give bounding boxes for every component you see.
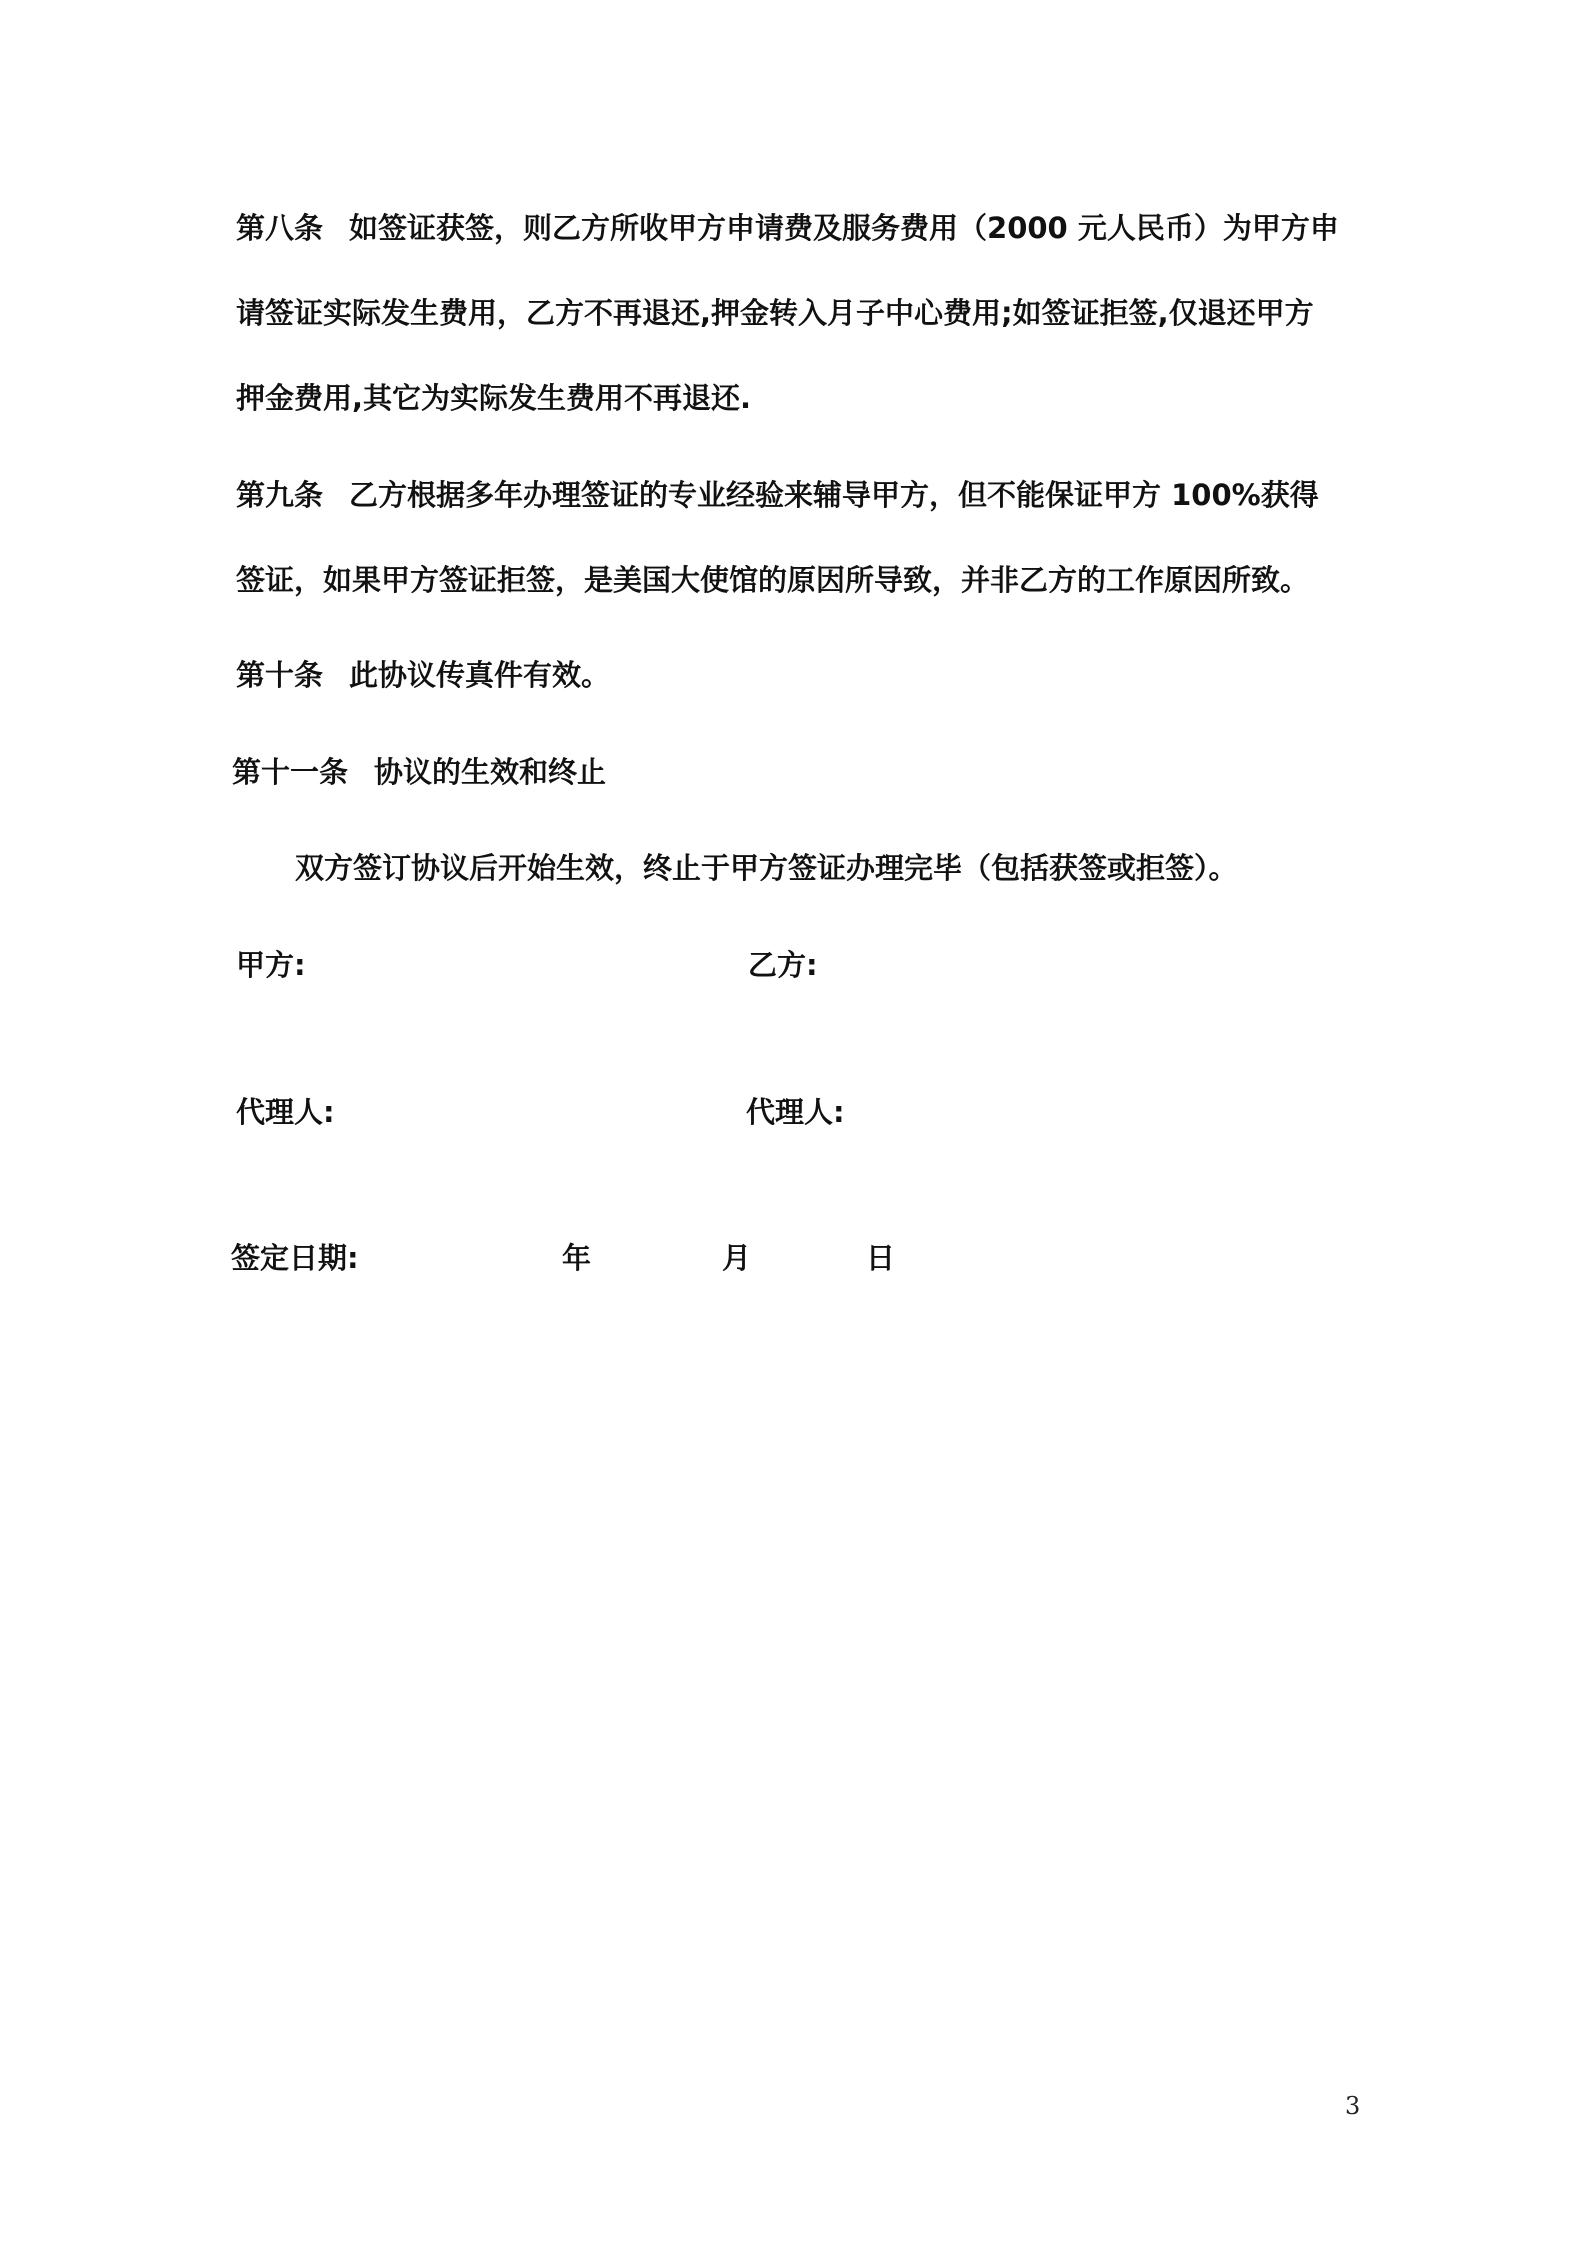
article-8-line-2: 请签证实际发生费用，乙方不再退还,押金转入月子中心费用;如签证拒签,仅退还甲方 — [236, 296, 1314, 330]
date-day-label: 日 — [866, 1241, 896, 1275]
article-10-text: 此协议传真件有效。 — [349, 658, 611, 692]
article-9-line-1 — [236, 475, 1319, 515]
article-10-number: 第十条 — [236, 658, 324, 692]
article-9-number: 第九条 — [236, 478, 324, 512]
article-8-line-3: 押金费用,其它为实际发生费用不再退还. — [236, 381, 752, 415]
agent-a-label: 代理人: — [236, 1095, 335, 1129]
article-9-line-2: 签证，如果甲方签证拒签，是美国大使馆的原因所导致，并非乙方的工作原因所致。 — [236, 563, 1310, 597]
sign-date-label: 签定日期: — [231, 1241, 359, 1275]
agent-b-label: 代理人: — [746, 1095, 845, 1129]
article-8-number: 第八条 — [236, 211, 324, 245]
article-8-text-1: 如签证获签，则乙方所收甲方申请费及服务费用（2000 元人民币）为甲方申 — [349, 211, 1339, 245]
article-8-line-1 — [236, 208, 1339, 248]
article-11-heading — [232, 752, 606, 792]
page-number: 3 — [1345, 2092, 1361, 2120]
party-a-label: 甲方: — [236, 948, 306, 982]
date-month-label: 月 — [722, 1241, 752, 1275]
article-11-title: 协议的生效和终止 — [374, 755, 607, 789]
party-b-label: 乙方: — [748, 948, 818, 982]
article-9-text-1: 乙方根据多年办理签证的专业经验来辅导甲方，但不能保证甲方 100%获得 — [349, 478, 1319, 512]
article-10-line — [236, 655, 610, 695]
article-11-text: 双方签订协议后开始生效，终止于甲方签证办理完毕（包括获签或拒签）。 — [295, 851, 1238, 885]
article-11-number: 第十一条 — [232, 755, 349, 789]
date-year-label: 年 — [562, 1241, 592, 1275]
